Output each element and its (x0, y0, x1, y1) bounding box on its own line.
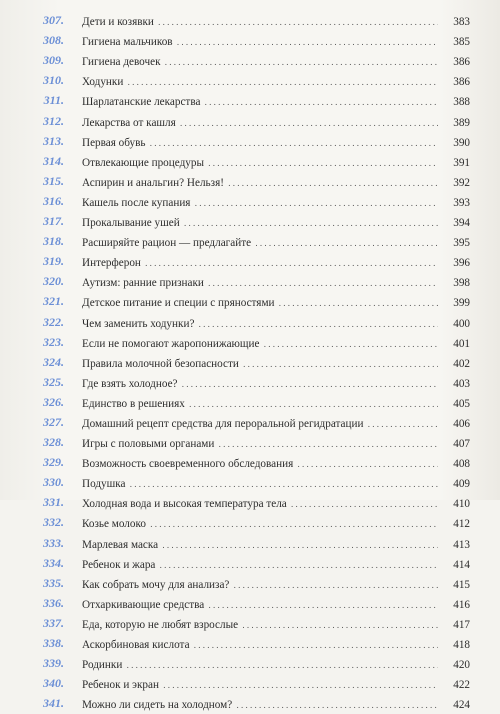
toc-entry-title: Чем заменить ходунки? (82, 317, 195, 330)
toc-entry-title-wrap (82, 619, 438, 631)
toc-entry-number: 331. (43, 495, 64, 510)
toc-entry-title: Холодная вода и высокая температура тела (82, 498, 287, 511)
toc-entry-title: Игры с половыми органами (82, 438, 215, 451)
toc-entry-number: 309. (43, 53, 64, 68)
toc-entry-number: 341. (43, 696, 64, 711)
toc-entry-title-wrap (82, 157, 438, 169)
toc-entry (0, 132, 500, 152)
toc-entry-title-wrap (82, 679, 438, 691)
toc-entry-title-wrap (82, 398, 438, 410)
toc-entry-number: 307. (43, 13, 64, 28)
toc-entry-number: 340. (43, 676, 64, 691)
toc-entry-number: 334. (43, 555, 64, 570)
toc-entry-title: Возможность своевременного обследования (82, 458, 294, 471)
toc-entry-title: Если не помогают жаропонижающие (82, 337, 260, 350)
toc-entry (0, 152, 500, 172)
toc-entry (0, 212, 500, 232)
toc-entry-page: 396 (453, 257, 470, 270)
toc-entry-number: 329. (43, 455, 64, 470)
toc-entry-title: Марлевая маска (82, 538, 159, 551)
toc-entry-page: 414 (453, 558, 470, 571)
toc-entry (0, 513, 500, 533)
toc-entry (0, 433, 500, 453)
toc-entry-number: 332. (43, 515, 64, 530)
toc-entry-page: 399 (453, 297, 470, 310)
toc-entry-title-wrap (82, 297, 438, 309)
toc-entry-title: Аспирин и анальгин? Нельзя! (82, 176, 224, 189)
toc-entry-title: Аутизм: ранние признаки (82, 277, 204, 290)
toc-entry (0, 272, 500, 292)
toc-entry (0, 594, 500, 614)
toc-entry-page: 418 (453, 639, 470, 651)
toc-entry-title-wrap (82, 518, 438, 530)
toc-entry-page: 412 (453, 518, 470, 531)
toc-entry-title-wrap (82, 96, 438, 108)
toc-entry (0, 232, 500, 252)
toc-entry-number: 318. (43, 234, 64, 249)
toc-entry-title-wrap (82, 458, 438, 470)
toc-entry-title: Гигиена девочек (82, 56, 161, 69)
toc-entry-number: 327. (43, 414, 64, 429)
toc-entry-number: 330. (43, 475, 64, 490)
toc-entry (0, 574, 500, 594)
toc-entry-title-wrap (82, 639, 438, 651)
toc-entry-number: 315. (43, 173, 64, 188)
toc-entry-title: Аскорбиновая кислота (82, 639, 190, 651)
toc-entry-title: Детское питание и специи с пряностями (82, 297, 275, 310)
toc-entry-title: Можно ли сидеть на холодном? (82, 699, 233, 712)
toc-entry-number: 313. (43, 133, 64, 148)
toc-entry-title-wrap (82, 498, 438, 510)
toc-entry-number: 324. (43, 354, 64, 369)
toc-entry-page: 395 (453, 237, 470, 250)
toc-entry-page: 410 (453, 498, 470, 511)
toc-entry-page: 392 (453, 176, 470, 189)
toc-entry-title: Прокалывание ушей (82, 217, 180, 230)
toc-entry-number: 333. (43, 535, 64, 550)
toc-entry-title-wrap (82, 16, 438, 28)
toc-entry-title-wrap (82, 257, 438, 269)
toc-entry-title: Гигиена мальчиков (82, 36, 173, 49)
toc-entry (0, 11, 500, 31)
toc-entry-number: 323. (43, 334, 64, 349)
toc-entry-title: Ходунки (82, 76, 124, 89)
toc-entry-page: 408 (453, 458, 470, 471)
toc-entry (0, 252, 500, 272)
toc-entry-page: 405 (453, 397, 470, 410)
toc-entry-page: 386 (453, 56, 470, 69)
toc-entry-number: 316. (43, 193, 64, 208)
toc-entry-title-wrap (82, 478, 438, 490)
toc-entry-page: 424 (453, 699, 470, 712)
toc-entry-page: 388 (453, 96, 470, 109)
toc-entry-title-wrap (82, 599, 438, 611)
toc-entry-title-wrap (82, 318, 438, 330)
toc-entry-number: 321. (43, 294, 64, 309)
toc-entry-page: 401 (453, 337, 470, 350)
toc-entry (0, 373, 500, 393)
toc-entry (0, 172, 500, 192)
toc-entry-title-wrap (82, 358, 438, 370)
toc-entry-title: Дети и козявки (82, 16, 154, 29)
toc-entry-page: 403 (453, 377, 470, 390)
toc-entry-title: Первая обувь (82, 136, 146, 149)
toc-entry-number: 314. (43, 153, 64, 168)
toc-entry (0, 111, 500, 131)
toc-entry-title: Интерферон (82, 257, 141, 270)
toc-entry-title: Домашний рецепт средства для пероральной регидратации (82, 417, 364, 430)
toc-entry-title-wrap (82, 76, 438, 88)
toc-entry (0, 674, 500, 694)
toc-entry-page: 385 (453, 36, 470, 49)
toc-entry-title-wrap (82, 217, 438, 229)
toc-entry-page: 393 (453, 196, 470, 209)
toc-entry-number: 326. (43, 394, 64, 409)
toc-entry (0, 634, 500, 654)
toc-entry-page: 409 (453, 478, 470, 491)
toc-entry-title-wrap (82, 378, 438, 390)
toc-entry-page: 415 (453, 578, 470, 591)
toc-entry (0, 493, 500, 513)
toc-entry-page: 390 (453, 136, 470, 149)
toc-entry (0, 554, 500, 574)
toc-entry-number: 337. (43, 615, 64, 630)
toc-entry-page: 402 (453, 357, 470, 370)
toc-entry-title: Родинки (82, 659, 123, 672)
toc-entry-number: 336. (43, 595, 64, 610)
toc-entry-title: Единство в решениях (82, 397, 185, 410)
toc-entry-number: 325. (43, 374, 64, 389)
toc-entry-number: 312. (43, 113, 64, 128)
toc-entry-page: 386 (453, 76, 470, 89)
toc-entry-title-wrap (82, 418, 438, 430)
toc-entry (0, 51, 500, 71)
toc-entry-number: 311. (43, 93, 64, 108)
table-of-contents (0, 11, 500, 714)
toc-entry-title-wrap (82, 277, 438, 289)
toc-entry-title: Козье молоко (82, 518, 146, 531)
toc-entry (0, 192, 500, 212)
toc-entry (0, 533, 500, 553)
toc-entry (0, 413, 500, 433)
toc-entry-title: Ребенок и жара (82, 558, 156, 571)
toc-entry-title-wrap (82, 438, 438, 450)
toc-entry-title-wrap (82, 579, 438, 591)
toc-entry (0, 393, 500, 413)
toc-entry-title: Кашель после купания (82, 196, 191, 209)
toc-entry (0, 473, 500, 493)
toc-entry-number: 317. (43, 214, 64, 229)
toc-entry-title: Как собрать мочу для анализа? (82, 578, 230, 591)
toc-entry-title: Правила молочной безопасности (82, 357, 239, 370)
toc-entry-page: 417 (453, 618, 470, 631)
toc-entry-title: Шарлатанские лекарства (82, 96, 201, 109)
toc-entry-title: Где взять холодное? (82, 377, 178, 390)
toc-entry-title-wrap (82, 659, 438, 671)
toc-entry (0, 71, 500, 91)
toc-entry-page: 407 (453, 438, 470, 451)
toc-entry-title: Еда, которую не любят взрослые (82, 618, 239, 631)
toc-entry-page: 413 (453, 538, 470, 551)
toc-entry (0, 312, 500, 332)
toc-entry (0, 353, 500, 373)
toc-entry-title-wrap (82, 36, 438, 48)
toc-entry-title-wrap (82, 137, 438, 149)
toc-entry-number: 338. (43, 636, 64, 650)
toc-entry-title-wrap (82, 117, 438, 129)
toc-entry-number: 328. (43, 435, 64, 450)
toc-entry (0, 694, 500, 714)
toc-entry-title: Расширяйте рацион — предлагайте (82, 237, 252, 250)
toc-entry-number: 308. (43, 33, 64, 48)
toc-entry-title: Ребенок и экран (82, 679, 159, 692)
toc-entry-title-wrap (82, 559, 438, 571)
toc-entry (0, 31, 500, 51)
toc-entry-title-wrap (82, 539, 438, 551)
toc-entry-title: Лекарства от кашля (82, 116, 176, 129)
toc-entry-title-wrap (82, 237, 438, 249)
toc-entry (0, 453, 500, 473)
toc-entry (0, 91, 500, 111)
toc-entry-title-wrap (82, 56, 438, 68)
toc-entry-number: 322. (43, 314, 64, 329)
toc-entry-title-wrap (82, 338, 438, 350)
toc-entry (0, 614, 500, 634)
toc-entry (0, 292, 500, 312)
toc-entry-number: 310. (43, 73, 64, 88)
toc-entry (0, 654, 500, 674)
toc-entry-page: 422 (453, 679, 470, 692)
toc-entry-page: 420 (453, 659, 470, 672)
toc-entry-number: 319. (43, 254, 64, 269)
toc-entry-title: Отвлекающие процедуры (82, 156, 204, 169)
toc-entry-title-wrap (82, 197, 438, 209)
toc-entry-page: 394 (453, 217, 470, 230)
toc-entry-number: 335. (43, 575, 64, 590)
toc-entry-title: Подушка (82, 478, 126, 491)
toc-entry-title: Отхаркивающие средства (82, 598, 205, 611)
toc-entry-page: 398 (453, 277, 470, 290)
toc-entry-page: 391 (453, 156, 470, 169)
toc-entry-title-wrap (82, 699, 438, 711)
toc-entry-page: 406 (453, 417, 470, 430)
toc-entry-page: 389 (453, 116, 470, 129)
toc-entry-page: 416 (453, 598, 470, 611)
toc-entry-number: 320. (43, 274, 64, 289)
toc-entry-number: 339. (43, 656, 64, 671)
toc-entry-page: 383 (453, 16, 470, 29)
toc-entry-title-wrap (82, 177, 438, 189)
toc-entry-page: 400 (453, 317, 470, 330)
toc-entry (0, 333, 500, 353)
